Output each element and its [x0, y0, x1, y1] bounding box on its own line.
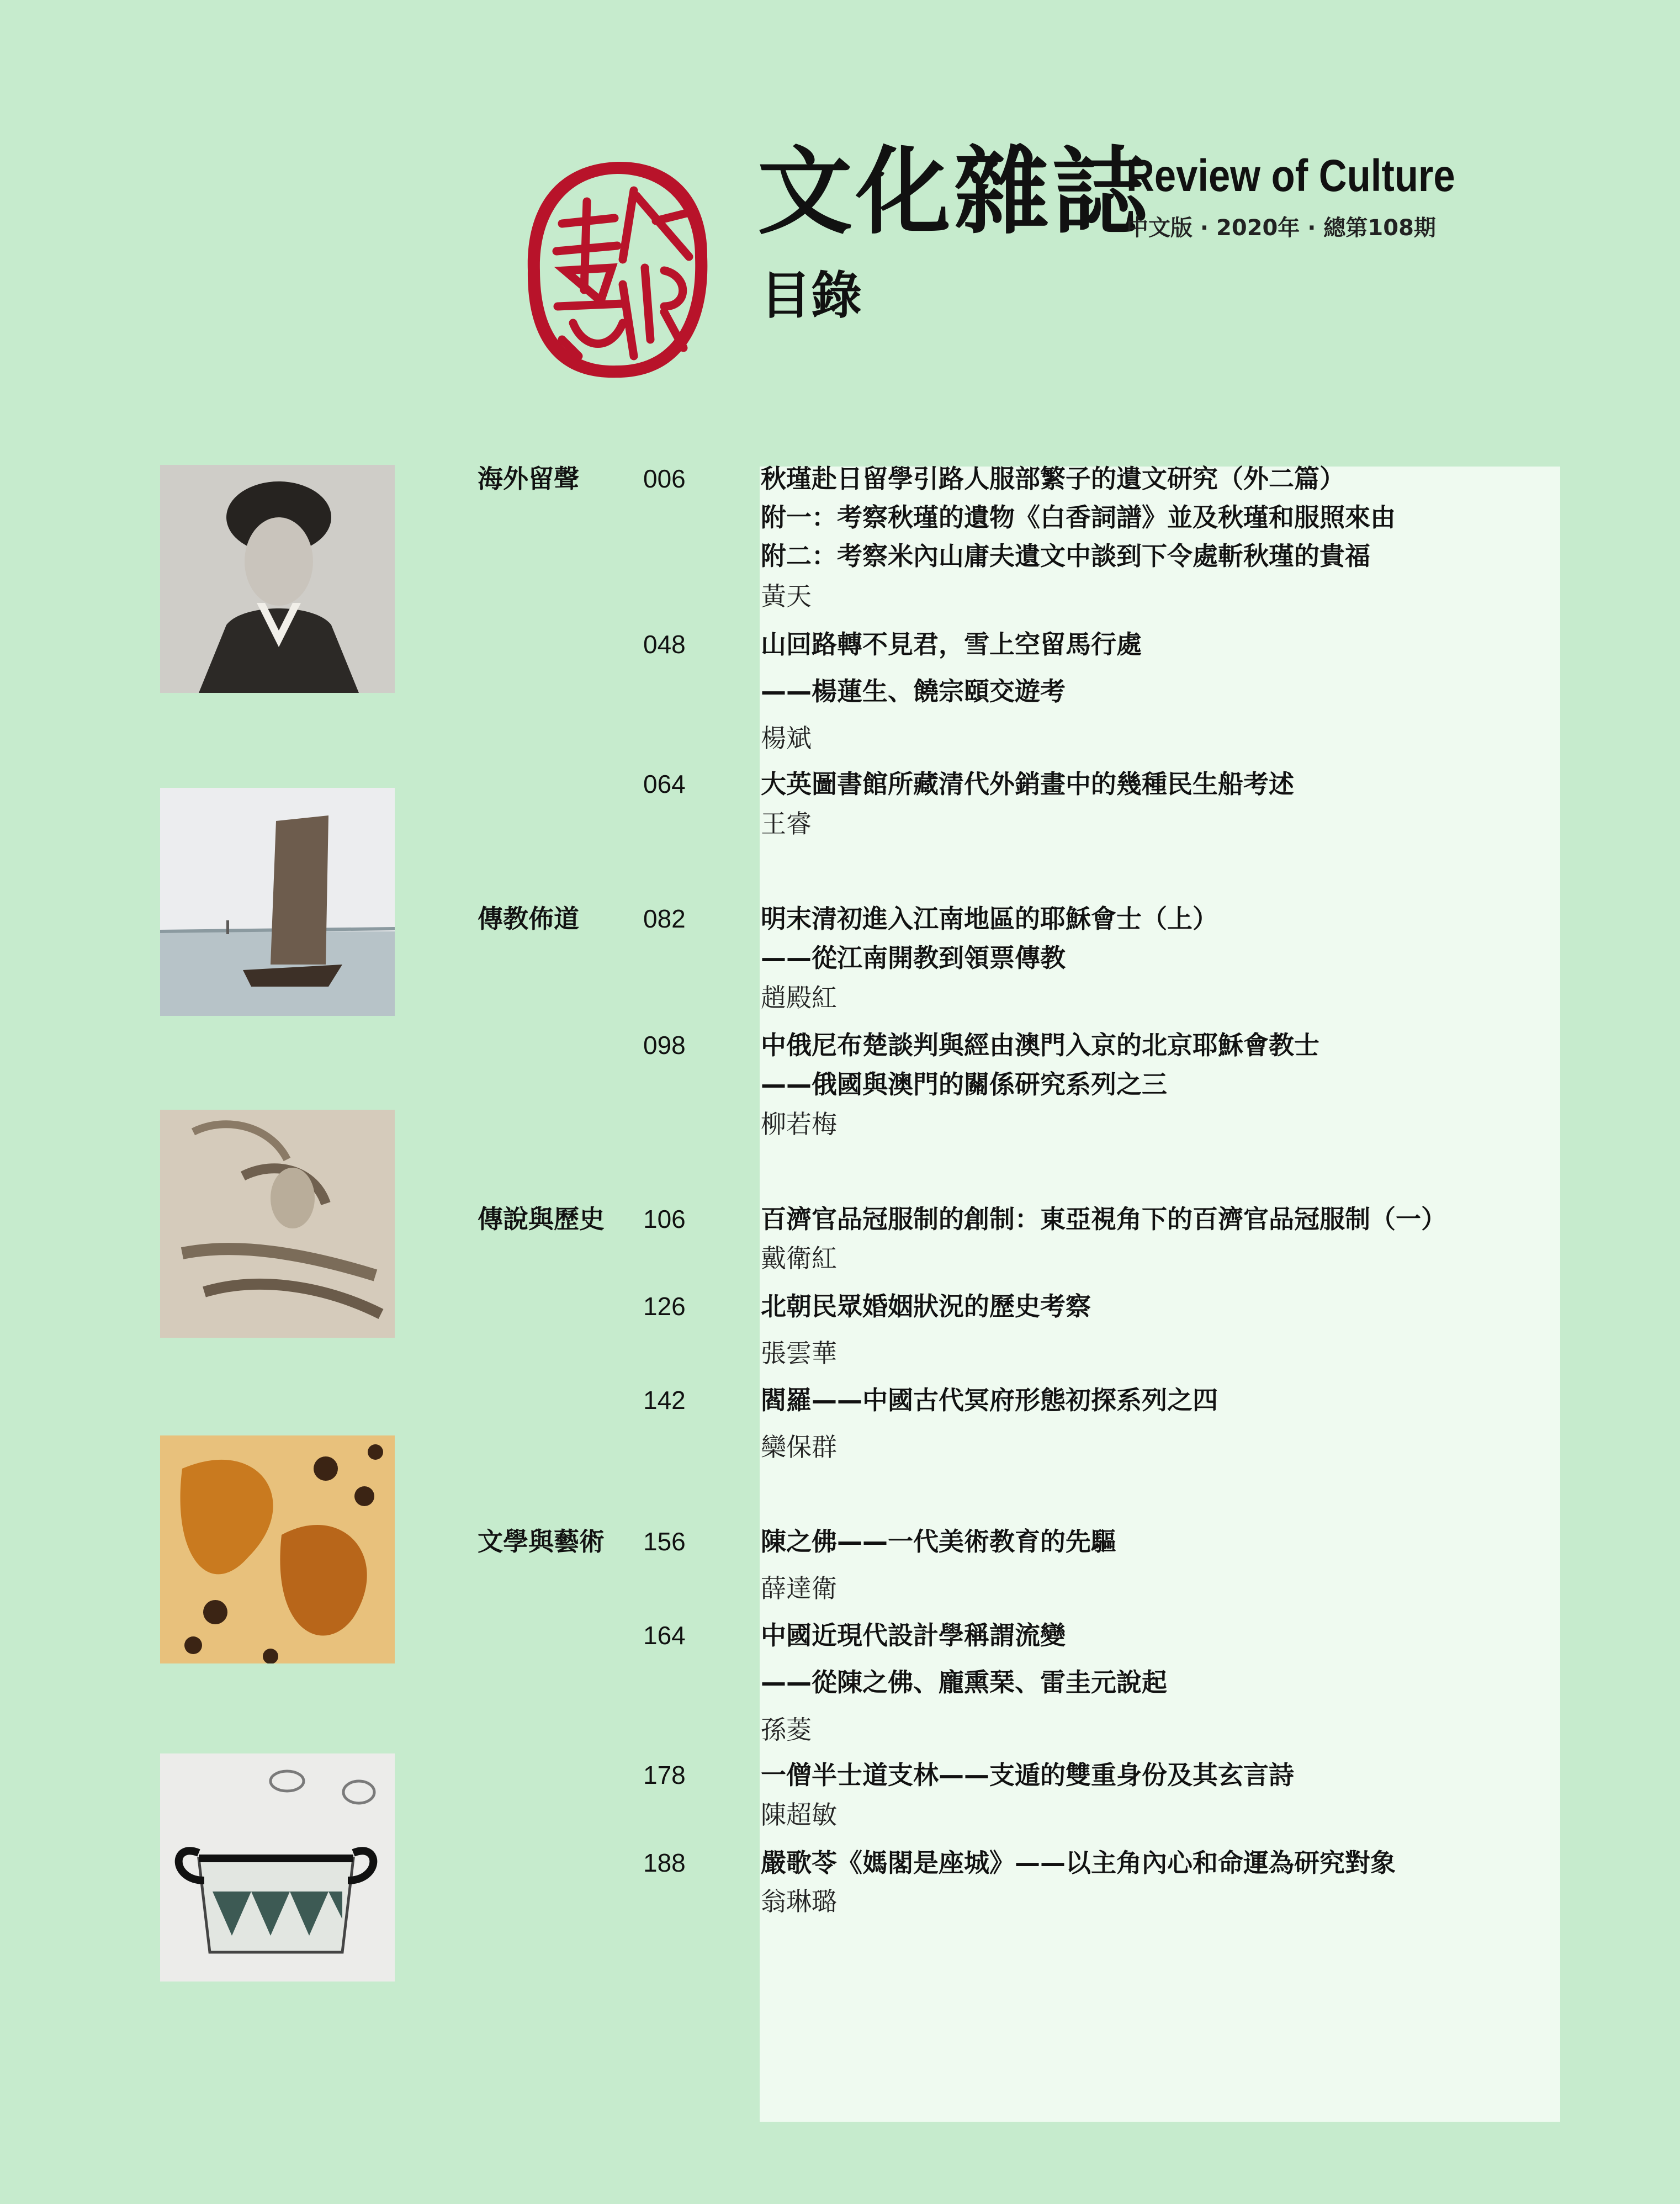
magazine-title-cn: 文化雜誌 — [757, 136, 1151, 247]
article-subtitle: ——俄國與澳門的關係研究系列之三 — [761, 1069, 1167, 1099]
article-title[interactable]: 明末清初進入江南地區的耶穌會士（上） — [761, 904, 1218, 934]
article-subtitle: ——從陳之佛、龐熏琹、雷圭元說起 — [761, 1667, 1167, 1697]
page-number: 178 — [643, 1761, 686, 1789]
article-author: 黃天 — [761, 581, 812, 611]
article-title[interactable]: 陳之佛——一代美術教育的先驅 — [761, 1527, 1116, 1556]
article-title[interactable]: 中國近現代設計學稱謂流變 — [761, 1620, 1066, 1650]
section-overseas-voices: 海外留聲 — [478, 464, 579, 494]
article-author: 柳若梅 — [761, 1109, 837, 1139]
article-subtitle: 附二：考察米內山庸夫遺文中談到下令處斬秋瑾的貴福 — [761, 541, 1370, 571]
article-author: 孫菱 — [761, 1715, 812, 1745]
section-missionary: 傳教佈道 — [478, 904, 579, 934]
toc-heading: 目錄 — [760, 266, 862, 325]
page-number: 098 — [643, 1031, 686, 1059]
angel-drawing — [160, 1110, 395, 1338]
article-title[interactable]: 大英圖書館所藏清代外銷畫中的幾種民生船考述 — [761, 769, 1294, 799]
edition-info: 中文版 · 2020年 · 總第108期 — [1126, 215, 1436, 241]
section-literature-art: 文學與藝術 — [478, 1527, 605, 1556]
article-title[interactable]: 秋瑾赴日留學引路人服部繁子的遺文研究（外二篇） — [761, 464, 1345, 494]
page-number: 156 — [643, 1527, 686, 1556]
junk-boat-painting — [160, 788, 395, 1016]
portrait-photo — [160, 465, 395, 693]
article-author: 薛達衛 — [761, 1573, 837, 1603]
article-author: 王睿 — [761, 809, 812, 839]
article-author: 楊斌 — [761, 723, 812, 753]
article-author: 翁琳璐 — [761, 1887, 837, 1916]
page-number: 064 — [643, 770, 686, 798]
section-legend-history: 傳說與歷史 — [478, 1204, 605, 1234]
teapot-drawing — [160, 1753, 395, 1982]
article-subtitle: 附一：考察秋瑾的遺物《白香詞譜》並及秋瑾和服照來由 — [761, 502, 1396, 532]
article-subtitle: ——從江南開教到領票傳教 — [761, 943, 1066, 973]
article-author: 趙殿紅 — [761, 983, 837, 1013]
article-title[interactable]: 一僧半士道支林——支遁的雙重身份及其玄言詩 — [761, 1760, 1294, 1790]
page-number: 048 — [643, 630, 686, 659]
page-number: 082 — [643, 904, 686, 933]
article-author: 欒保群 — [761, 1432, 837, 1462]
article-author: 陳超敏 — [761, 1800, 837, 1830]
article-title[interactable]: 山回路轉不見君，雪上空留馬行處 — [761, 629, 1142, 659]
page-number: 106 — [643, 1205, 686, 1233]
batik-pattern — [160, 1435, 395, 1663]
article-title[interactable]: 北朝民眾婚姻狀況的歷史考察 — [761, 1291, 1091, 1321]
page-number: 006 — [643, 464, 686, 493]
page-number: 164 — [643, 1621, 686, 1650]
article-title[interactable]: 嚴歌苓《媽閣是座城》——以主角內心和命運為研究對象 — [761, 1848, 1396, 1878]
article-title[interactable]: 閻羅——中國古代冥府形態初探系列之四 — [761, 1385, 1218, 1415]
magazine-title-en: Review of Culture — [1126, 151, 1455, 201]
article-subtitle: ——楊蓮生、饒宗頤交遊考 — [761, 676, 1066, 706]
article-title[interactable]: 中俄尼布楚談判與經由澳門入京的北京耶穌會教士 — [761, 1030, 1319, 1060]
page-number: 188 — [643, 1848, 686, 1877]
article-author: 張雲華 — [761, 1338, 837, 1368]
page-number: 142 — [643, 1386, 686, 1414]
article-title[interactable]: 百濟官品冠服制的創制：東亞視角下的百濟官品冠服制（一） — [761, 1204, 1446, 1234]
article-author: 戴衛紅 — [761, 1243, 837, 1273]
page-number: 126 — [643, 1292, 686, 1321]
seal-logo — [523, 157, 711, 383]
